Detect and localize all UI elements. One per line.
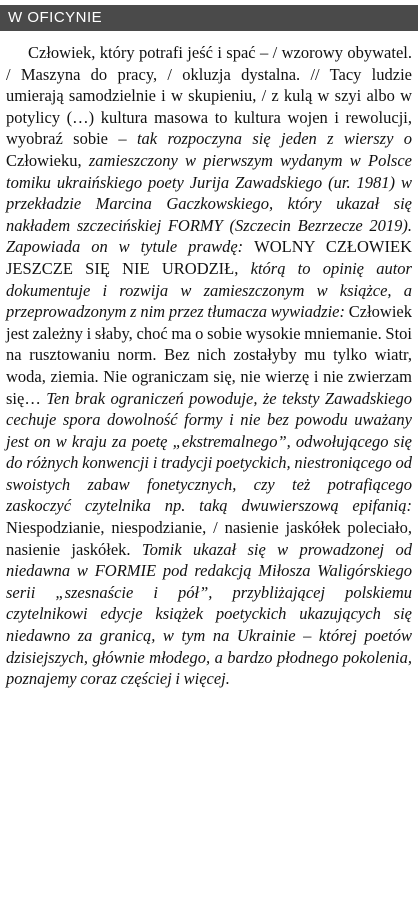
text-segment-2: – tak rozpoczyna się jeden z wierszy o <box>118 129 412 149</box>
text-segment-3: Człowieku, <box>6 150 89 170</box>
article-paragraph <box>6 42 412 690</box>
text-segment-5: WOLNY CZŁOWIEK JESZCZE SIĘ NIE URODZIŁ, <box>6 237 412 278</box>
article-body <box>6 42 412 690</box>
text-segment-8: Ten brak ograniczeń powoduje, że teksty Zawadskiego cechuje spora dowolność formy i nie bez powodu uważany jest on w kraju za poetę „ekstremalnego”, odwołującego się do różnych konwencji i tradycji poetyckich, niestroniącego od swoistych zabaw fonetycznych, czy też potrafiącego zaskoczyć czytelnika np. taką dwuwierszową epifanią: <box>6 388 412 516</box>
text-segment-6: którą to opinię autor dokumentuje i rozwija w zamieszczonym w książce, a przeprowadzonym z nim przez tłumacza wywiadzie: <box>6 258 412 322</box>
text-segment-9: Niespodzianie, niespodzianie, / nasienie jaskółek poleciało, nasienie jaskółek. <box>6 518 412 559</box>
section-header-label: W OFICYNIE <box>8 9 103 26</box>
section-header-bar <box>0 5 418 31</box>
text-segment-4: zamieszczony w pierwszym wydanym w Polsce tomiku ukraińskiego poety Jurija Zawadskiego (ur. 1981) w przekładzie Marcina Gaczkowskiego, który ukazał się nakładem szczecińskiej FORMY (Szczecin Bezrzecze 2019). Zapowiada on w tytule prawdę: <box>6 150 412 257</box>
text-segment-7: Człowiek jest zależny i słaby, choć ma o sobie wysokie mniemanie. Stoi na rusztowaniu norm. Bez nich zostałyby mu tylko wiatr, woda, ziemia. Nie ograniczam się, nie wierzę i nie zwierzam się… <box>6 302 412 408</box>
text-segment-10: Tomik ukazał się w prowadzonej od niedawna w FORMIE pod redakcją Miłosza Waligórskiego serii „szesnaście i pół”, przybliżającej polskiemu czytelnikowi edycje książek poetyckich ukazujących się niedawno za granicą, w tym na Ukrainie – której poetów dzisiejszych, głównie młodego, a bardzo płodnego pokolenia, poznajemy coraz częściej i więcej. <box>6 539 413 689</box>
text-segment-1: Człowiek, który potrafi jeść i spać – / wzorowy obywatel. / Maszyna do pracy, / okluzja dystalna. // Tacy ludzie umierają samodzielnie i w skupieniu, / z kulą w szyi albo w potylicy (…) kultura masowa to kultura wojen i rewolucji, wyobraź sobie <box>6 43 412 149</box>
